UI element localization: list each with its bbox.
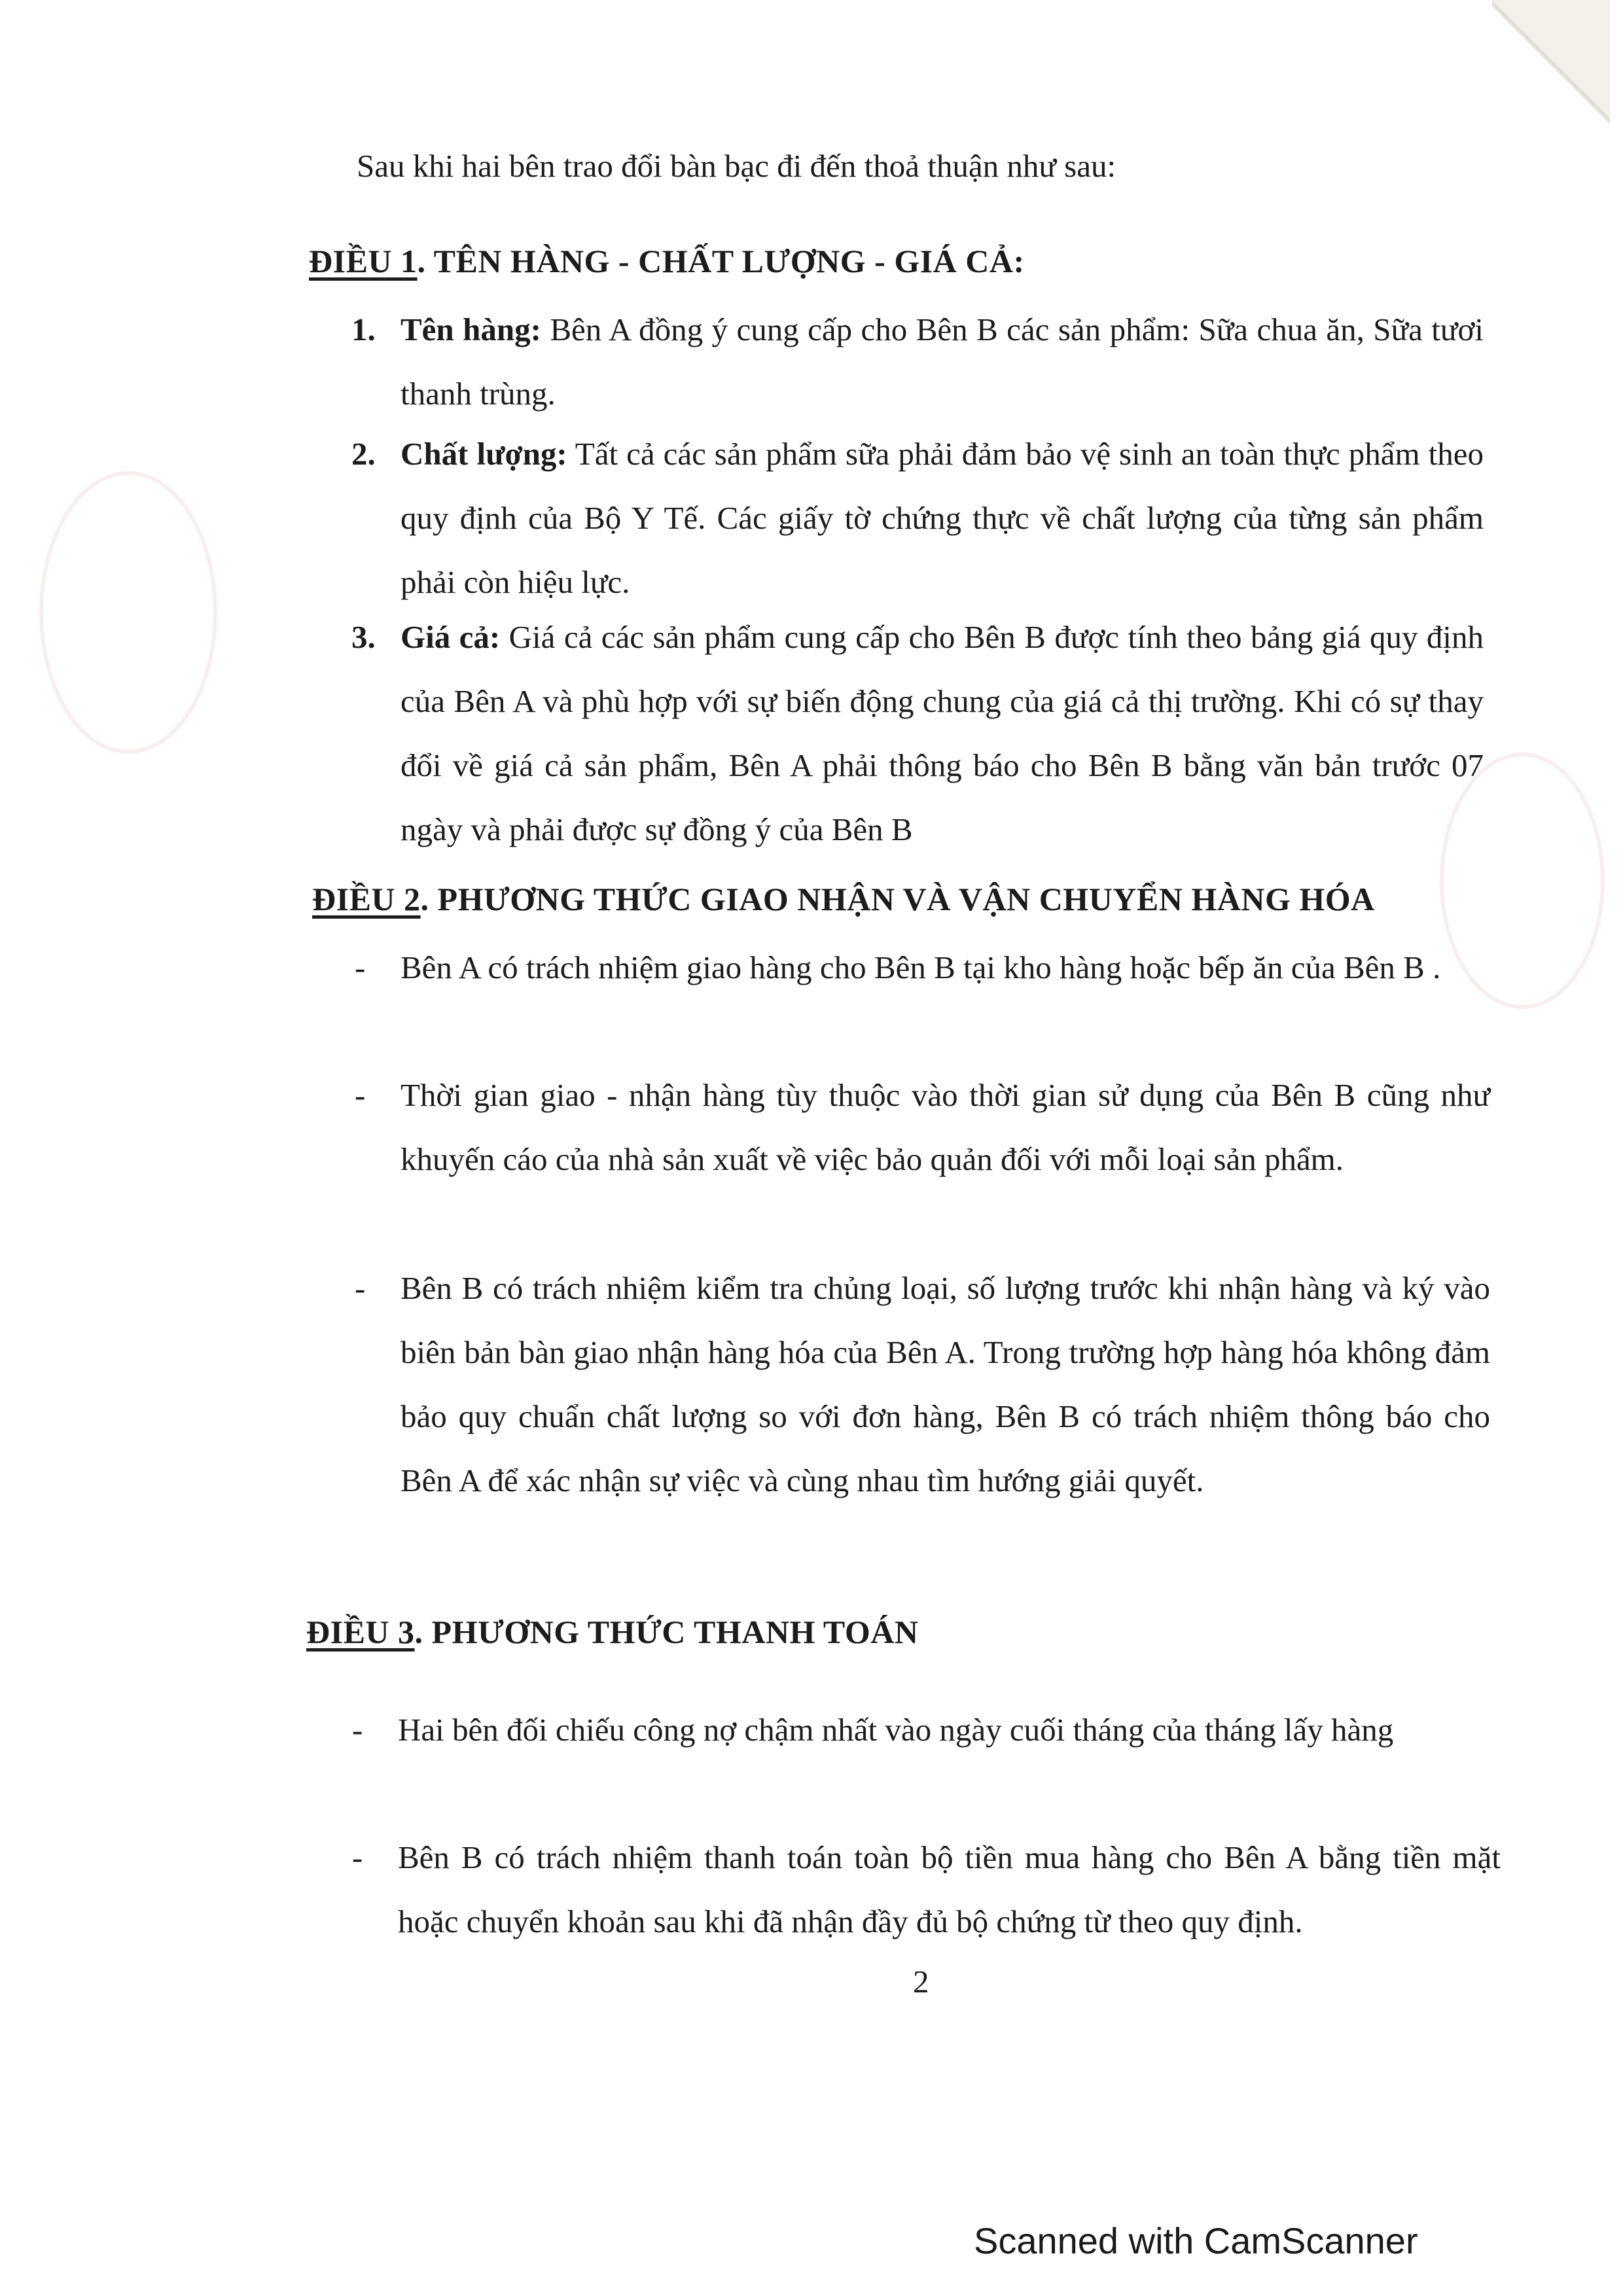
article-1-item-3 — [351, 605, 1484, 862]
item-marker: - — [355, 1077, 366, 1113]
article-2-item-1 — [355, 936, 1490, 1000]
page-number: 2 — [913, 1964, 929, 2000]
page-corner-fold — [1492, 0, 1610, 124]
article-3-title: . PHƯƠNG THỨC THANH TOÁN — [414, 1614, 919, 1650]
item-marker: 1. — [351, 311, 376, 347]
article-2-item-2 — [355, 1063, 1490, 1192]
item-text: Hai bên đối chiếu công nợ chậm nhất vào ngày cuối tháng của tháng lấy hàng — [398, 1712, 1394, 1748]
item-text: Giá cả các sản phẩm cung cấp cho Bên B được tính theo bảng giá quy định của Bên A và phù hợp với sự biến động chung của giá cả thị trường. Khi có sự thay đổi về giá cả sản phẩm, Bên A phải thông báo cho Bên B bằng văn bản trước 07 ngày và phải được sự đồng ý của Bên B — [401, 619, 1484, 847]
item-label: Chất lượng: — [401, 436, 567, 472]
article-3-number: ĐIỀU 3 — [306, 1614, 415, 1650]
article-2-heading — [312, 880, 1375, 918]
article-1-item-1 — [351, 298, 1484, 426]
item-label: Tên hàng: — [401, 311, 541, 347]
article-2-number: ĐIỀU 2 — [312, 881, 421, 917]
article-3-item-1 — [352, 1698, 1501, 1762]
item-text: Bên A có trách nhiệm giao hàng cho Bên B tại kho hàng hoặc bếp ăn của Bên B . — [401, 949, 1441, 985]
item-text: Tất cả các sản phẩm sữa phải đảm bảo vệ sinh an toàn thực phẩm theo quy định của Bộ Y Tế. Các giấy tờ chứng thực về chất lượng của từng sản phẩm phải còn hiệu lực. — [401, 436, 1484, 600]
article-1-number: ĐIỀU 1 — [309, 243, 418, 279]
item-marker: 3. — [351, 619, 376, 655]
article-1-title: . TÊN HÀNG - CHẤT LƯỢNG - GIÁ CẢ: — [417, 243, 1025, 279]
intro-paragraph: Sau khi hai bên trao đổi bàn bạc đi đến thoả thuận như sau: — [357, 148, 1116, 184]
item-text: Thời gian giao - nhận hàng tùy thuộc vào thời gian sử dụng của Bên B cũng như khuyến cáo của nhà sản xuất về việc bảo quản đối với mỗi loại sản phẩm. — [401, 1077, 1490, 1177]
article-1-heading — [309, 242, 1025, 280]
item-marker: 2. — [351, 436, 376, 472]
item-text: Bên B có trách nhiệm thanh toán toàn bộ tiền mua hàng cho Bên A bằng tiền mặt hoặc chuyển khoản sau khi đã nhận đầy đủ bộ chứng từ theo quy định. — [398, 1839, 1501, 1939]
article-3-heading — [306, 1613, 919, 1651]
item-marker: - — [352, 1712, 363, 1748]
item-marker: - — [355, 949, 366, 985]
stamp-ghost-left — [39, 471, 217, 754]
article-1-item-2 — [351, 422, 1484, 614]
article-3-item-2 — [352, 1826, 1501, 1954]
item-label: Giá cả: — [401, 619, 501, 655]
article-2-item-3 — [355, 1256, 1490, 1513]
item-text: Bên A đồng ý cung cấp cho Bên B các sản phẩm: Sữa chua ăn, Sữa tươi thanh trùng. — [401, 311, 1484, 412]
camscanner-watermark: Scanned with CamScanner — [974, 2220, 1418, 2261]
item-text: Bên B có trách nhiệm kiểm tra chủng loại, số lượng trước khi nhận hàng và ký vào biên bản bàn giao nhận hàng hóa của Bên A. Trong trường hợp hàng hóa không đảm bảo quy chuẩn chất lượng so với đơn hàng, Bên B có trách nhiệm thông báo cho Bên A để xác nhận sự việc và cùng nhau tìm hướng giải quyết. — [401, 1270, 1490, 1498]
article-2-title: . PHƯƠNG THỨC GIAO NHẬN VÀ VẬN CHUYỂN HÀNG HÓA — [420, 881, 1375, 917]
item-marker: - — [352, 1839, 363, 1875]
item-marker: - — [355, 1270, 366, 1306]
